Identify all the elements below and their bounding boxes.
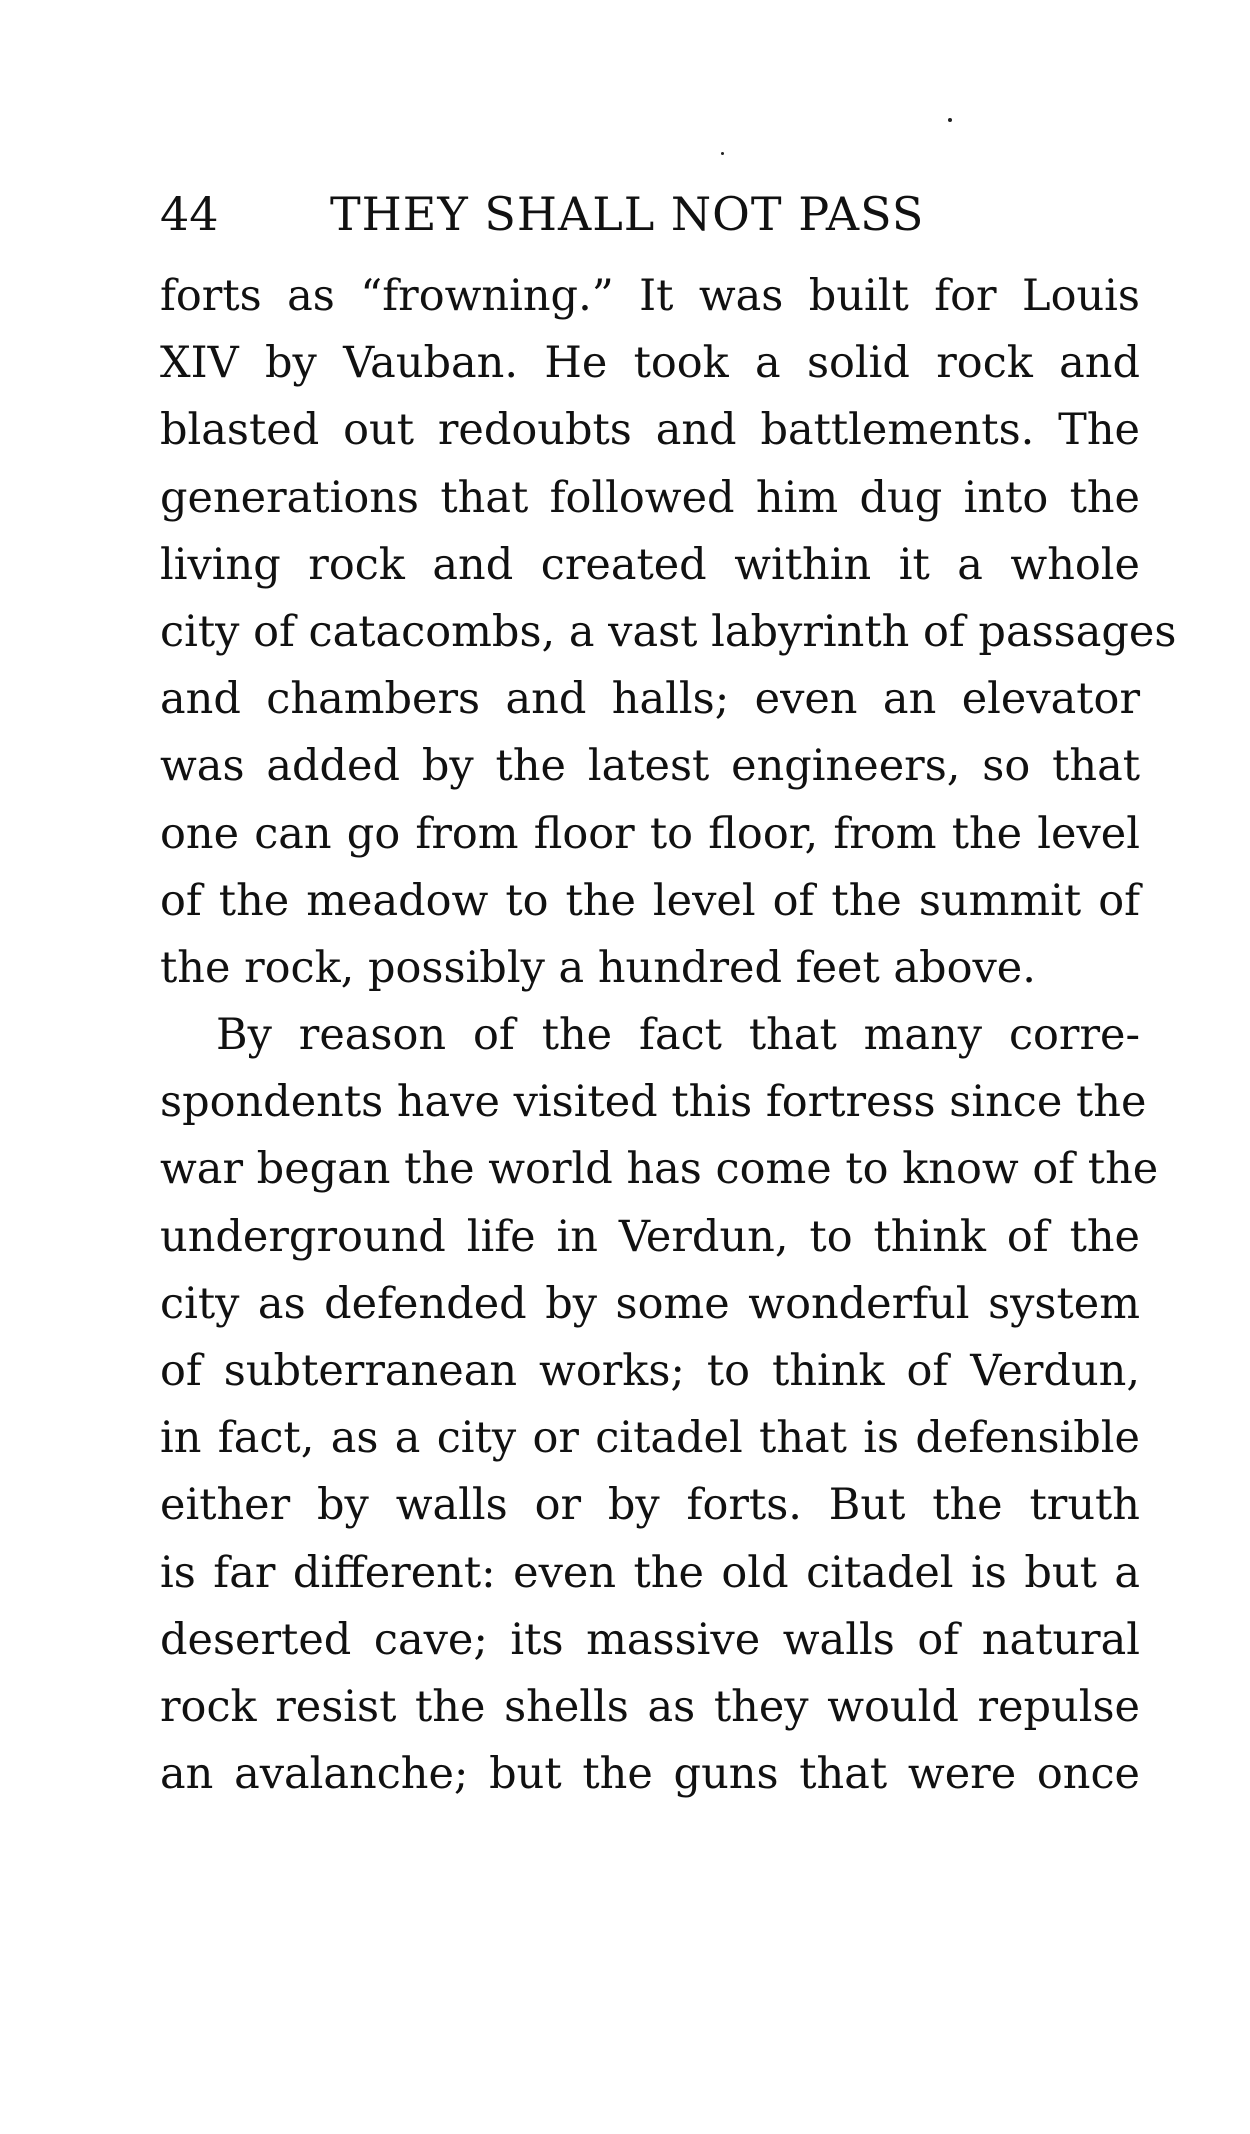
text-line: spondents have visited this fortress since the [160,1077,1147,1128]
text-line: generations that followed him dug into the [160,472,1140,523]
text-line: forts as “frowning.” It was built for Louis [160,271,1140,321]
text-line: blasted out redoubts and battlements. The [160,405,1140,456]
text-line: and chambers and halls; even an elevator [160,674,1140,725]
paragraph-2 [160,1002,1159,1808]
running-title: THEY SHALL NOT PASS [330,187,925,241]
text-line: the rock, possibly a hundred feet above. [160,942,1036,993]
running-header [160,182,960,246]
text-line: of the meadow to the level of the summit of [160,875,1140,926]
ink-speck [721,152,724,155]
text-line: city of catacombs, a vast labyrinth of passages [160,606,1177,657]
body-text [160,263,1177,1808]
page-number: 44 [160,187,219,241]
text-line: rock resist the shells as they would repulse [160,1681,1140,1732]
text-line: By reason of the fact that many corre- [216,1010,1140,1061]
text-line: underground life in Verdun, to think of the [160,1211,1140,1262]
text-line: is far different: even the old citadel is but a [160,1547,1140,1598]
text-line: in fact, as a city or citadel that is defensible [160,1413,1140,1464]
text-line: living rock and created within it a whole [160,539,1140,590]
text-line: of subterranean works; to think of Verdun, [160,1346,1140,1396]
text-line: was added by the latest engineers, so that [160,741,1140,792]
ink-speck [948,118,952,122]
text-line: either by walls or by forts. But the truth [160,1480,1140,1531]
text-line: war began the world has come to know of the [160,1144,1159,1195]
text-line: city as defended by some wonderful system [160,1278,1140,1329]
text-line: an avalanche; but the guns that were once [160,1749,1140,1800]
text-line: one can go from floor to floor, from the level [160,808,1140,859]
text-line: XIV by Vauban. He took a solid rock and [160,338,1140,389]
paragraph-1 [160,263,1177,1002]
text-line: deserted cave; its massive walls of natural [160,1614,1140,1665]
